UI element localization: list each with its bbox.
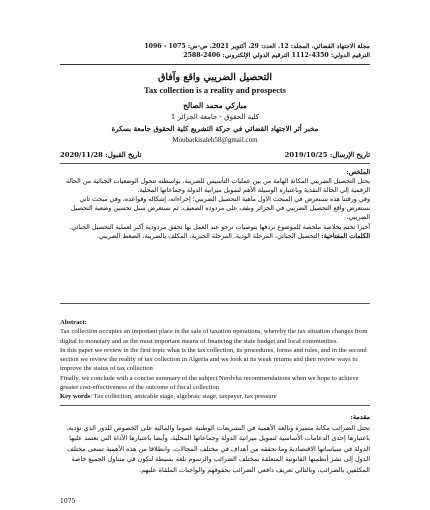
keywords-english-label: Key words: [60, 393, 91, 401]
abstract-arabic-p3: أخيرا نختم بخلاصة ملخصة للموضوع نردفها بتوصيات نرجو عند العمل بها تحقق مردودية أكبر لعملية التحصيل الجبائي.: [69, 223, 370, 231]
abstract-arabic-label: الملخص:: [346, 169, 370, 176]
divider: [60, 163, 370, 164]
abstract-arabic-p2: وفي ورقتنا هذه نستعرض في المبحث الأول ماهية التحصيل الضريبي؛ إجراءاته، إشكاله وقواعده، وفي مبحث ثاني نستعرض واقع التحصيل الضريبي في الجزائر ونقف على مردوده الضعيف، ثم نستعرض سبل تحسين وضعية التحصيل الضريبي.: [70, 196, 370, 222]
keywords-arabic-label: الكلمات المفتاحية:: [321, 232, 370, 240]
affiliation-university: كلية الحقوق - جامعة الجزائر 1: [170, 113, 260, 121]
submission-dates: [60, 151, 370, 159]
abstract-english-p2: In this paper we review in the first topic what is the tax collection, its procedures, forms and rules, and in the second section we review the reality of tax collection in Algeria and we look at its weak returns and then review ways to improve the status of tax collection: [60, 346, 367, 373]
abstract-arabic-p1: يحتل التحصيل الضريبي المكانة الهامة من بين عمليات التأسيس للضريبة، بواسطته تتحول الوضعيات الجبائية من الحالة الرقمية إلى الحالة النقدية وباعتباره الوسيلة الأهم لتمويل ميزانية الدولة وجماعاتها المحلية.: [65, 178, 370, 195]
author-email[interactable]: Moubarkisaleh58@gmail.com: [172, 136, 258, 144]
keywords-arabic-text: التحصيل الجبائي، المرحلة الودية، المرحلة الجبرية، المكلف بالضريبة، الضغط الضريبي.: [96, 232, 320, 240]
introduction: [60, 412, 370, 475]
keywords-english-text: : Tax collection, amicable stage, algebraic stage, taxpayer, tax pressure: [90, 393, 277, 401]
keywords-english: [60, 392, 370, 401]
divider: [60, 405, 370, 406]
introduction-label: مقدمة:: [350, 413, 370, 421]
abstract-english-label: Abstract:: [60, 319, 87, 326]
abstract-english: [60, 318, 370, 402]
abstract-english-p1: Tax collection occupies an important place in the sale of taxation operations, whereby the tax situation changes from digital to monetary and as the most important means of financing the state budget and local communities.: [60, 328, 368, 345]
abstract-arabic: [60, 168, 370, 241]
keywords-arabic: [60, 232, 370, 241]
title-arabic: التحصيل الضريبي واقع وآفاق: [157, 72, 273, 83]
divider: [60, 303, 370, 304]
date-accepted: تاريخ القبول: 2020/11/28: [60, 151, 142, 159]
affiliation-lab: مخبر أثر الاجتهاد القضائي في حركة التشريع كلية الحقوق جامعة بسكرة: [111, 124, 319, 133]
title-english: Tax collection is a reality and prospects: [144, 85, 286, 95]
journal-header-line2: الترقيم الدولي: 4350-1112 الترقيم الدولي الإلكتروني: 2406-2588: [183, 52, 370, 59]
abstract-english-p3: Finally, we conclude with a concise summary of the subject Nerdvha recommendations when we hope to achieve greater cost-effectiveness of the outcome of fiscal collection: [60, 374, 359, 392]
author-name: مباركي محمد الصالح: [183, 101, 247, 110]
header-divider: [60, 64, 370, 65]
journal-header: [60, 42, 370, 60]
page-number: 1075: [60, 498, 76, 505]
introduction-text: تحتل الضرائب مكانة متميزة وبالغة الأهمية في التشريعات الوطنية عموما والمالية على الخصوص للدور الذي تؤديه، باعتبارها إحدى الدعامات الأساسية لتمويل ميزانية الدولة وجماعاتها المحلية، وأيضا باعتبارها الأداة التي تعتمد عليها الدولة في سياساتها الاقتصادية وما تحققه من أهداف في مختلف المجالات. وانطلاقا من هذه الأهمية تسعى مختلف الدول إلى نشر أنظمتها القانونية المتعلقة بمختلف الضرائب والرسوم بلغة بسيطة لتكون في متناول الجميع خاصة المكلفين بالضرائب، وبالتالي تعريف دافعي الضرائب بحقوقهم والواجبات الملقاة عليهم.: [66, 423, 370, 474]
date-received: تاريخ الإرسال: 2019/10/25: [284, 151, 370, 159]
journal-header-line1: مجلة الاجتهاد القضائي، المجلد: 12، العدد: 29، أكتوبر 2021، ص-ص: 1075 - 1096: [144, 43, 370, 50]
